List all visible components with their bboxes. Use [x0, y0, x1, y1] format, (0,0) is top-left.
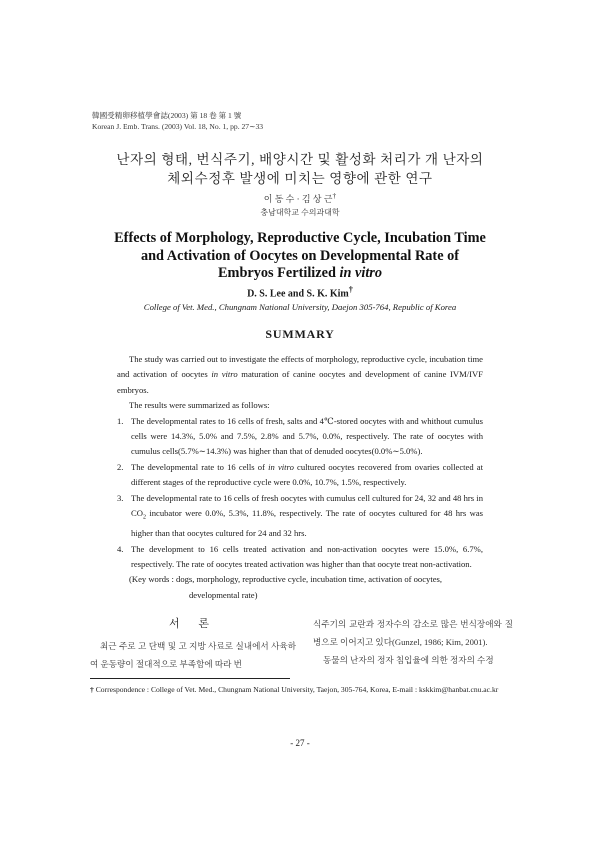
summary-result-text-b: cultured oocytes recovered from ovaries collected at different stages of the reproductive cycle were 0.0%, 10.7%, 1.5%, respectively.: [131, 461, 484, 488]
keywords-line-1: (Key words : dogs, morphology, reproductive cycle, incubation time, activation of oocytes,: [129, 574, 443, 585]
summary-body: [117, 352, 483, 603]
english-title-italic: in vitro: [339, 265, 382, 281]
summary-result-text-a: The developmental rate to 16 cells of fresh oocytes with cumulus cell cultured for 24, 32 and 48 hrs in CO: [131, 492, 483, 519]
summary-result-subscript: 2: [142, 514, 146, 521]
summary-intro-text-b: maturation of canine oocytes and development of canine IVM/IVF embryos.: [117, 369, 483, 395]
summary-result-item: [117, 460, 483, 491]
english-title-line-3-plain: Embryos Fertilized: [218, 265, 336, 281]
keywords-line-2: developmental rate): [189, 589, 258, 600]
journal-citation: [92, 110, 263, 132]
english-title-line-1: Effects of Morphology, Reproductive Cycle, Incubation Time: [114, 230, 486, 246]
korean-title-line-2: 체외수정후 발생에 미치는 영향에 관한 연구: [167, 171, 433, 186]
summary-intro-text-a: The study was carried out to investigate the effects of morphology, reproductive cycle, incubation time and activation of oocytes: [117, 354, 483, 380]
footnote: [90, 684, 514, 697]
summary-result-number: 1.: [117, 415, 124, 426]
korean-author-names: 이 동 수 · 김 상 근: [263, 194, 333, 204]
body-column-left: [90, 615, 296, 673]
korean-authors: [0, 191, 600, 205]
journal-citation-english: Korean J. Emb. Trans. (2003) Vol. 18, No. 1, pp. 27∼33: [92, 122, 264, 131]
summary-result-item: [117, 414, 483, 460]
journal-citation-korean: 韓國受精卵移植學會誌(2003) 第 18 卷 第 1 號: [92, 111, 242, 120]
summary-heading: SUMMARY: [265, 327, 335, 341]
english-authors: [0, 285, 600, 299]
summary-intro-italic: in vitro: [211, 369, 238, 380]
summary-result-number: 3.: [117, 492, 124, 503]
summary-result-item: [117, 542, 483, 573]
body-paragraph-right-2: 동물의 난자의 정자 침입율에 의한 정자의 수정: [323, 655, 494, 665]
footnote-dagger-mark: †: [90, 685, 94, 694]
body-column-right: [313, 615, 513, 669]
body-paragraph-right-1: 식주기의 교란과 정자수의 감소로 많은 번식장애와 질병으로 이어지고 있다(Gunzel, 1986; Kim, 2001).: [313, 619, 513, 647]
author-dagger-mark: †: [332, 191, 337, 200]
english-author-dagger-mark: †: [348, 285, 353, 294]
summary-result-text: The development to 16 cells treated activation and non-activation oocytes were 15.0%, 6.7%, respectively. The rate of oocytes treated activation was higher than that oocyte treat non-activation.: [131, 543, 483, 569]
english-affiliation: College of Vet. Med., Chungnam National University, Daejon 305-764, Republic of Korea: [143, 302, 457, 312]
summary-result-number: 2.: [117, 461, 124, 472]
page-number: - 27 -: [290, 738, 310, 748]
summary-result-text-a: The developmental rate to 16 cells of: [131, 461, 269, 472]
body-paragraph-left: 최근 주로 고 단백 및 고 지방 사료로 실내에서 사육하여 운동량이 절대적으로 부족함에 따라 번: [90, 641, 296, 669]
korean-affiliation: 충남대학교 수의과대학: [260, 208, 340, 217]
summary-result-item: [117, 491, 483, 542]
summary-result-text: The developmental rates to 16 cells of fresh, salts and 4℃-stored oocytes with and whithout cumulus cells were 14.3%, 5.0% and 7.5%, 2.8% and 5.7%, 0.0%, respectively. The rate of oocytes with cumulus cells(5.7%∼14.3%) was higher than that of denuded oocytes(0.0%∼5.0%).: [131, 415, 483, 457]
summary-result-text-b: incubator were 0.0%, 5.3%, 11.8%, respectively. The rate of oocytes cultured for 48 hrs was higher than that oocytes cultured for 24 and 32 hrs.: [131, 508, 483, 539]
english-title: [90, 230, 510, 283]
footnote-text: Correspondence : College of Vet. Med., Chungnam National University, Taejon, 305-764, Korea, E-mail : kskkim@hanbat.cnu.ac.kr: [93, 685, 499, 694]
english-title-line-3: [90, 265, 510, 283]
korean-title-line-1: 난자의 형태, 번식주기, 배양시간 및 활성화 처리가 개 난자의: [116, 152, 484, 167]
summary-result-italic: in vitro: [268, 461, 294, 472]
korean-title: [60, 150, 540, 188]
summary-results-intro: The results were summarized as follows:: [129, 400, 270, 411]
english-author-names: D. S. Lee and S. K. Kim: [247, 288, 349, 300]
summary-result-number: 4.: [117, 543, 124, 554]
section-heading-introduction: 서 론: [168, 618, 217, 630]
english-title-line-2: and Activation of Oocytes on Developmental Rate of: [140, 247, 460, 264]
summary-intro: [117, 352, 483, 398]
footnote-divider: [90, 678, 290, 679]
summary-results-list: [117, 414, 483, 573]
